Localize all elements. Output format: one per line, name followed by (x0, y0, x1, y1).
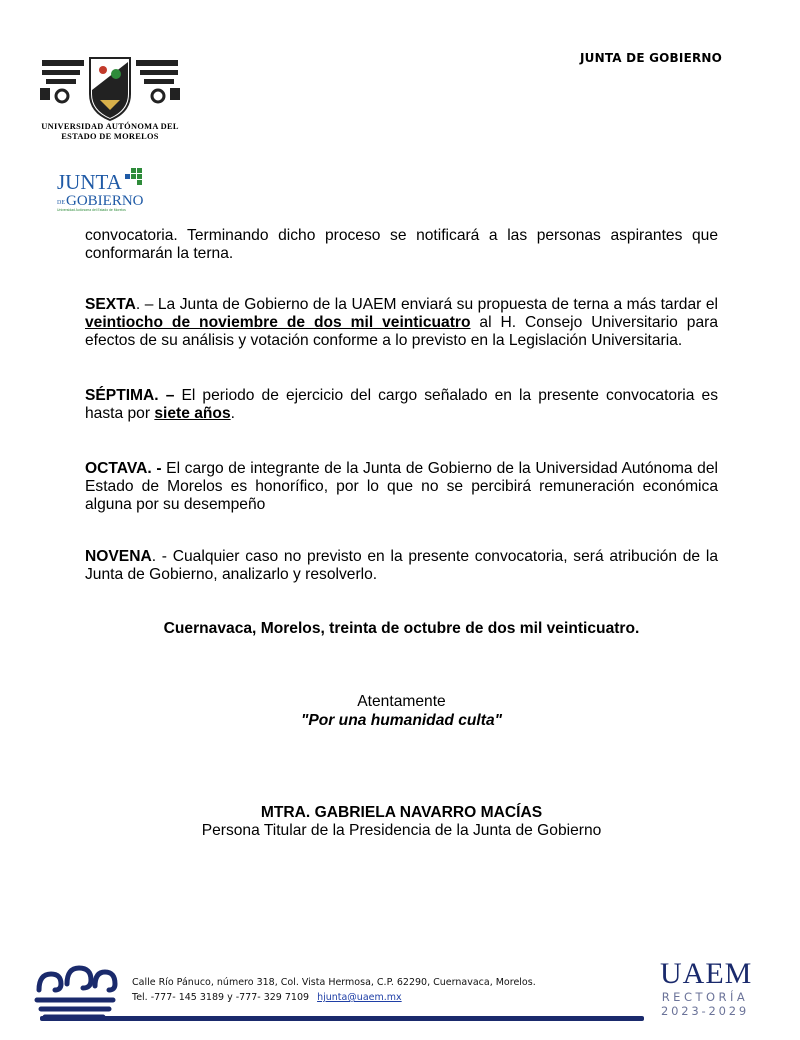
paragraph-convocatoria: convocatoria. Terminando dicho proceso se notificará a las personas aspirantes que conformarán la terna. (85, 227, 718, 262)
university-name (38, 122, 182, 142)
clause-novena (85, 548, 718, 584)
rectoria-label: RECTORÍA (661, 990, 749, 1004)
footer-phones: Tel. -777- 145 3189 y -777- 329 7109 (132, 992, 310, 1003)
clause-text: El periodo de ejercicio del cargo señalado en la presente convocatoria es hasta por (85, 387, 718, 422)
clause-septima (85, 387, 718, 423)
clause-text: . – La Junta de Gobierno de la UAEM enviará su propuesta de terna a más tardar el (135, 296, 718, 313)
university-name-line1: UNIVERSIDAD AUTÓNOMA DEL (41, 122, 179, 131)
clause-label: SÉPTIMA. – (85, 387, 175, 404)
junta-de-gobierno-logo (55, 168, 155, 214)
clause-octava (85, 460, 718, 514)
footer-email-link[interactable]: hjunta@uaem.mx (317, 992, 402, 1003)
footer-swirl-logo (33, 960, 118, 1022)
clause-sexta (85, 296, 718, 350)
uaem-rectoria-logo (660, 957, 753, 1018)
clause-label: SEXTA (85, 296, 136, 313)
clause-label: NOVENA (85, 548, 152, 565)
svg-text:Universidad Autónoma del Estad: Universidad Autónoma del Estado de Morelos (57, 208, 126, 212)
signer-title: Persona Titular de la Presidencia de la Junta de Gobierno (201, 822, 602, 839)
header-department-title: JUNTA DE GOBIERNO (580, 51, 723, 65)
motto: "Por una humanidad culta" (300, 712, 503, 729)
closing-block (85, 692, 718, 730)
university-crest-logo (40, 52, 180, 122)
place-and-date: Cuernavaca, Morelos, treinta de octubre de dos mil veinticuatro. (163, 620, 640, 637)
svg-text:DE: DE (57, 200, 65, 206)
signer-name: MTRA. GABRIELA NAVARRO MACÍAS (260, 804, 543, 821)
footer-address: Calle Río Pánuco, número 318, Col. Vista Hermosa, C.P. 62290, Cuernavaca, Morelos. (132, 977, 536, 988)
clause-emphasis: veintiocho de noviembre de dos mil veinticuatro (85, 314, 471, 331)
clause-text: . (230, 405, 235, 422)
uaem-brand: UAEM (660, 957, 753, 990)
footer-contact (132, 975, 536, 1005)
clause-emphasis: siete años (154, 405, 231, 422)
footer-phones-line (132, 990, 536, 1005)
clause-text: El cargo de integrante de la Junta de Gobierno de la Universidad Autónoma del Estado de Morelos es honorífico, por lo que no se percibirá remuneración económica alguna por su desempeño (85, 460, 718, 513)
clause-text: al H. Consejo Universitario para efectos de su análisis y votación conforme a lo previsto en la Legislación Universitaria. (85, 314, 718, 349)
footer-divider-bar (40, 1016, 644, 1021)
university-name-line2: ESTADO DE MORELOS (61, 132, 159, 141)
svg-text:JUNTA: JUNTA (57, 170, 122, 194)
salutation: Atentamente (357, 693, 446, 710)
clause-text: . - Cualquier caso no previsto en la presente convocatoria, será atribución de la Junta de Gobierno, analizarlo y resolverlo. (85, 548, 718, 583)
rectoria-period: 2023-2029 (661, 1004, 749, 1018)
clause-label: OCTAVA. - (85, 460, 162, 477)
svg-text:GOBIERNO: GOBIERNO (66, 193, 144, 209)
signature-block (85, 804, 718, 840)
